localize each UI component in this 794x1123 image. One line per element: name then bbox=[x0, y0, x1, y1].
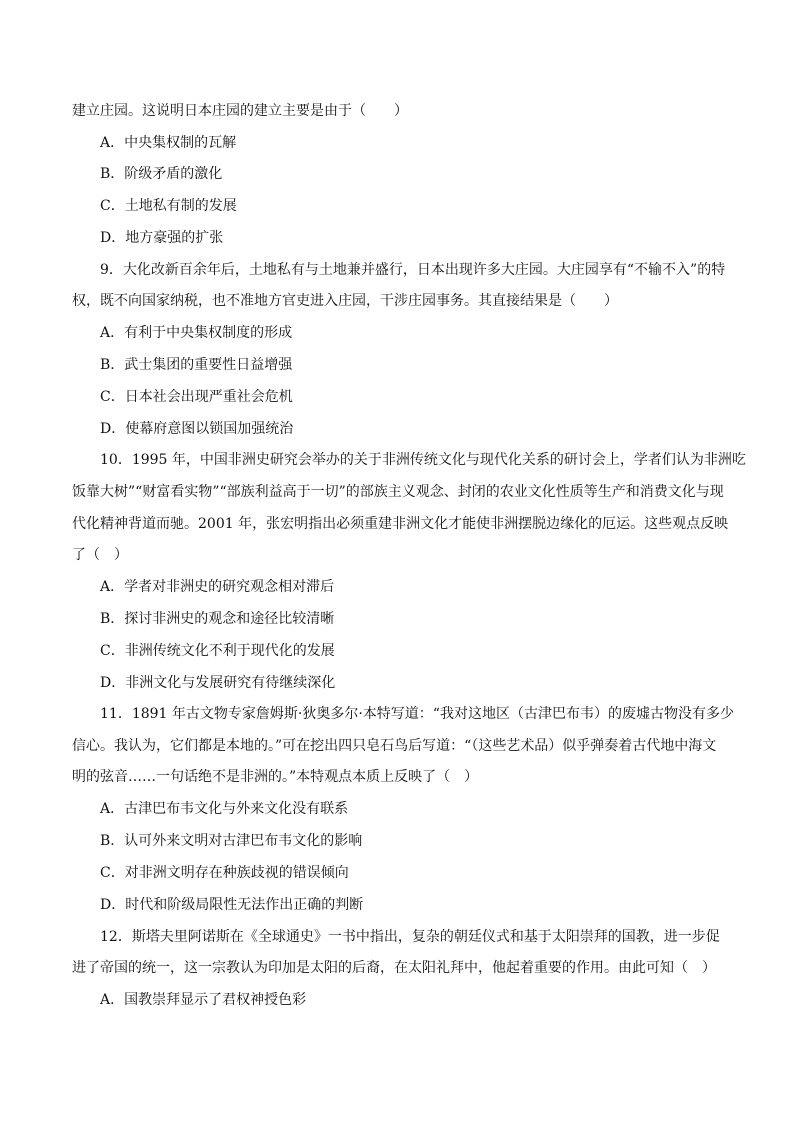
q8-stem-continuation: 建立庄园。这说明日本庄园的建立主要是由于（ ） bbox=[72, 103, 408, 119]
q11-stem-line-1: 11．1891 年古文物专家詹姆斯·狄奥多尔·本特写道：“我对这地区（古津巴布韦）的废墟古物没有多少 bbox=[100, 706, 734, 722]
q10-stem-line-4: 了（ ） bbox=[72, 547, 128, 563]
q10-stem-line-1: 10．1995 年，中国非洲史研究会举办的关于非洲传统文化与现代化关系的研讨会上，学者们认为非洲吃 bbox=[100, 452, 746, 468]
q8-option-b: B．阶级矛盾的激化 bbox=[100, 166, 223, 182]
q10-stem-line-3: 代化精神背道而驰。2001 年，张宏明指出必须重建非洲文化才能使非洲摆脱边缘化的厄运。这些观点反映 bbox=[72, 516, 729, 532]
q12-stem-line-2: 进了帝国的统一，这一宗教认为印加是太阳的后裔，在太阳礼拜中，他起着重要的作用。由此可知（ ） bbox=[72, 960, 716, 976]
q11-option-c: C．对非洲文明存在种族歧视的错误倾向 bbox=[100, 865, 349, 881]
q9-option-c: C．日本社会出现严重社会危机 bbox=[100, 389, 293, 405]
q12-stem-line-1: 12．斯塔夫里阿诺斯在《全球通史》一书中指出，复杂的朝廷仪式和基于太阳崇拜的国教，进一步促 bbox=[100, 929, 720, 945]
q11-stem-line-2: 信心。我认为，它们都是本地的。”可在挖出四只皂石鸟后写道：“（这些艺术品）似乎弹奏着古代地中海文 bbox=[72, 738, 717, 754]
q11-option-a: A．古津巴布韦文化与外来文化没有联系 bbox=[100, 801, 349, 817]
q9-option-d: D．使幕府意图以锁国加强统治 bbox=[100, 421, 294, 437]
q12-option-a: A．国教崇拜显示了君权神授色彩 bbox=[100, 992, 307, 1008]
q10-option-a: A．学者对非洲史的研究观念相对滞后 bbox=[100, 579, 335, 595]
q8-option-c: C．土地私有制的发展 bbox=[100, 198, 237, 214]
q9-option-b: B．武士集团的重要性日益增强 bbox=[100, 357, 293, 373]
q9-option-a: A．有利于中央集权制度的形成 bbox=[100, 325, 293, 341]
q10-option-b: B．探讨非洲史的观念和途径比较清晰 bbox=[100, 611, 335, 627]
q10-option-d: D．非洲文化与发展研究有待继续深化 bbox=[100, 675, 336, 691]
q8-option-a: A．中央集权制的瓦解 bbox=[100, 135, 237, 151]
q9-stem-line-2: 权，既不向国家纳税，也不准地方官吏进入庄园，干涉庄园事务。其直接结果是（ ） bbox=[72, 293, 618, 309]
q11-option-b: B．认可外来文明对古津巴布韦文化的影响 bbox=[100, 833, 363, 849]
q11-option-d: D．时代和阶级局限性无法作出正确的判断 bbox=[100, 897, 364, 913]
q10-option-c: C．非洲传统文化不利于现代化的发展 bbox=[100, 643, 335, 659]
q9-stem-line-1: 9．大化改新百余年后，土地私有与土地兼并盛行，日本出现许多大庄园。大庄园享有“不输不入”的特 bbox=[100, 262, 726, 278]
q10-stem-line-2: 饭靠大树”“财富看实物”“部族利益高于一切”的部族主义观念、封闭的农业文化性质等生产和消费文化与现 bbox=[72, 484, 724, 500]
q8-option-d: D．地方豪强的扩张 bbox=[100, 230, 224, 246]
q11-stem-line-3: 明的弦音……一句话绝不是非洲的。”本特观点本质上反映了（ ） bbox=[72, 769, 479, 785]
